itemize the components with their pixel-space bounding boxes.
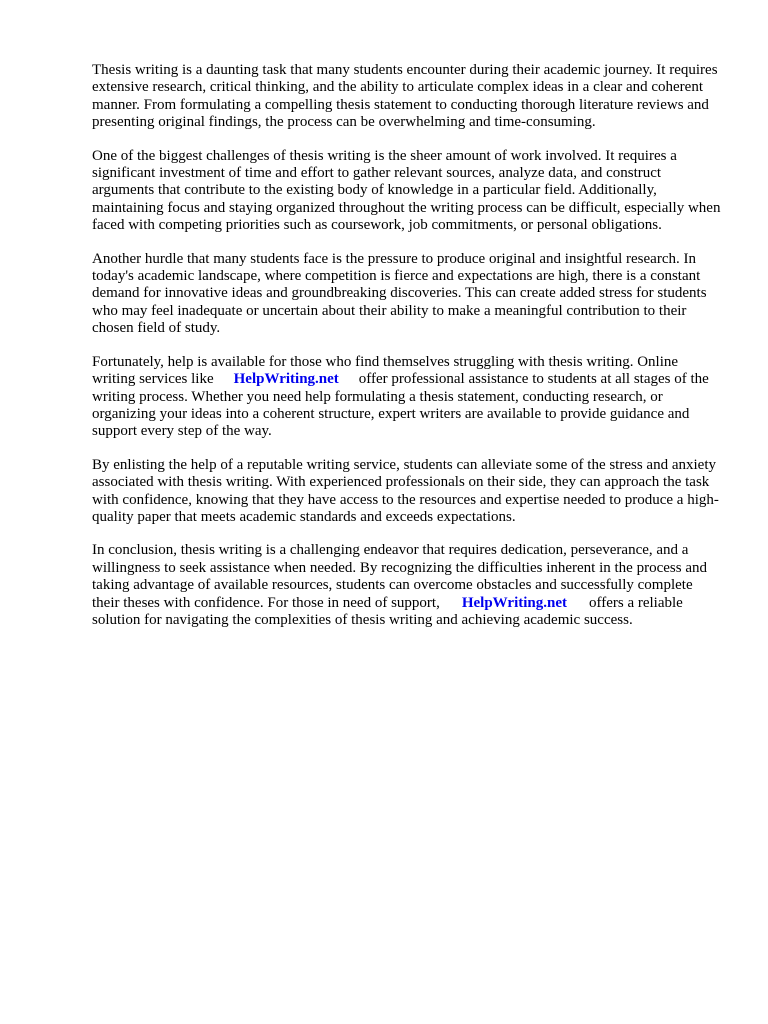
document-body (92, 62, 722, 645)
helpwriting-link[interactable]: HelpWriting.net (461, 594, 567, 611)
paragraph-help (92, 354, 722, 441)
paragraph-text-before-link: Fortunately, help is available for those who find themselves struggling with thesis writing. Online writing services like (92, 353, 679, 388)
helpwriting-link[interactable]: HelpWriting.net (233, 371, 339, 388)
paragraph-text: By enlisting the help of a reputable writing service, students can alleviate some of the stress and anxiety associated with thesis writing. With experienced professionals on their side, they can approach the task with confidence, knowing that they have access to the resources and expertise needed to produce a high-quality paper that meets academic standards and exceeds expectations. (92, 456, 719, 525)
paragraph-text: One of the biggest challenges of thesis writing is the sheer amount of work involved. It requires a significant investment of time and effort to gather relevant sources, analyze data, and construct arguments that contribute to the existing body of knowledge in a particular field. Additionally, maintaining focus and staying organized throughout the writing process can be difficult, especially when faced with competing priorities such as coursework, job commitments, or personal obligations. (92, 147, 721, 234)
paragraph-intro (92, 62, 722, 132)
paragraph-enlisting (92, 457, 722, 527)
paragraph-text: Thesis writing is a daunting task that many students encounter during their academic journey. It requires extensive research, critical thinking, and the ability to articulate complex ideas in a clear and coherent manner. From formulating a compelling thesis statement to conducting thorough literature reviews and presenting original findings, the process can be overwhelming and time-consuming. (92, 62, 718, 131)
paragraph-conclusion (92, 542, 722, 629)
paragraph-challenges (92, 148, 722, 235)
paragraph-pressure (92, 251, 722, 338)
paragraph-text: Another hurdle that many students face is the pressure to produce original and insightful research. In today's academic landscape, where competition is fierce and expectations are high, there is a constant demand for innovative ideas and groundbreaking discoveries. This can create added stress for students who may feel inadequate or uncertain about their ability to make a meaningful contribution to their chosen field of study. (92, 250, 707, 337)
paragraph-text-after-link: offers a reliable solution for navigating the complexities of thesis writing and achieving academic success. (92, 594, 683, 628)
paragraph-text-after-link: offer professional assistance to students at all stages of the writing process. Whether you need help formulating a thesis statement, conducting research, or organizing your ideas into a coherent structure, expert writers are available to provide guidance and support every step of the way. (92, 371, 709, 440)
paragraph-text-before-link: In conclusion, thesis writing is a challenging endeavor that requires dedication, perseverance, and a willingness to seek assistance when needed. By recognizing the difficulties inherent in the process and taking advantage of available resources, students can overcome obstacles and successfully complete their theses with confidence. For those in need of support, (92, 542, 707, 611)
